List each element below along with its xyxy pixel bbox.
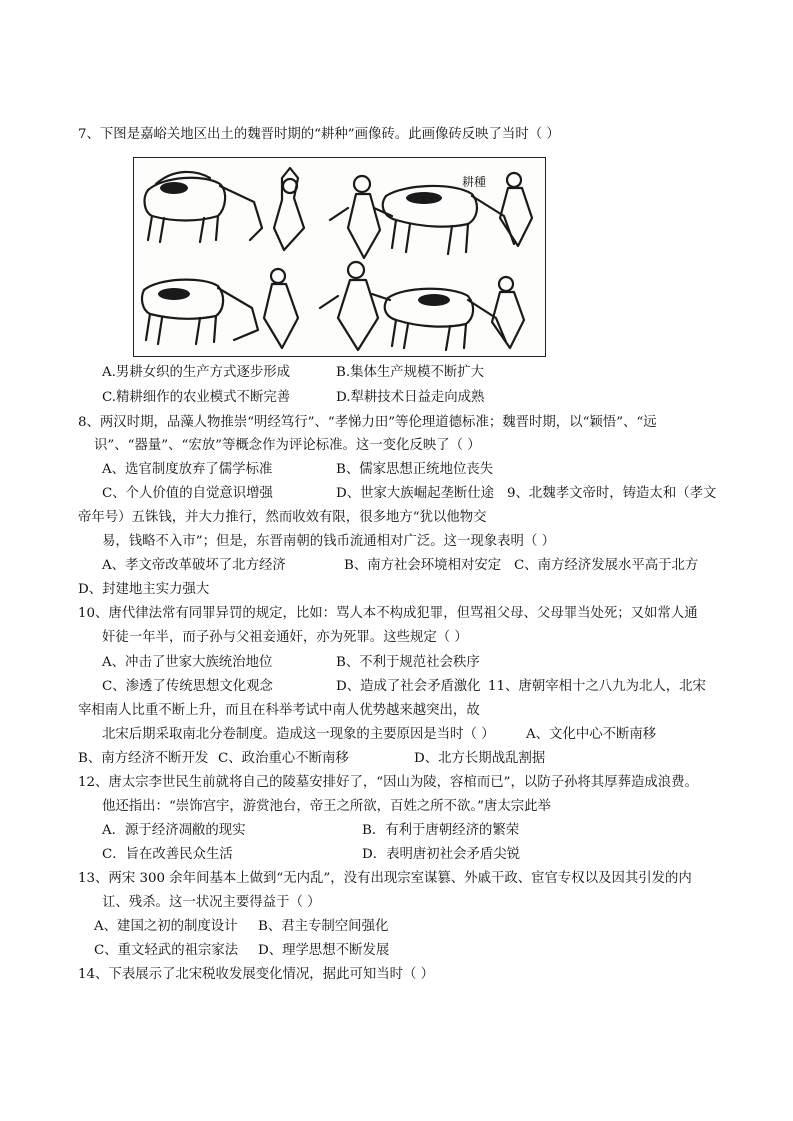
q11-stem-line1: 11、唐朝宰相十之八九为北人，北宋: [488, 679, 706, 694]
q13-option-b[interactable]: B、君主专制空间强化: [258, 919, 389, 934]
q11-option-d[interactable]: D、北方长期战乱割据: [414, 751, 546, 766]
q10-option-a[interactable]: A、冲击了世家大族统治地位: [102, 655, 273, 670]
q11-stem-line3: 北宋后期采取南北分卷制度。造成这一现象的主要原因是当时（ ）: [102, 727, 495, 742]
q10-stem-line1: 10、唐代律法常有同罪异罚的规定，比如：骂人本不构成犯罪，但骂祖父母、父母罪当处死；又如常人通: [78, 606, 698, 621]
q9-stem-line2: 帝年号）五铢钱，并大力推行，然而收效有限，很多地方“犹以他物交: [78, 510, 487, 525]
q11-option-a[interactable]: A、文化中心不断南移: [526, 727, 657, 742]
q12-option-b[interactable]: B．有利于唐朝经济的繁荣: [362, 823, 520, 838]
q9-option-a[interactable]: A、孝文帝改革破坏了北方经济: [102, 558, 286, 573]
q12-option-c[interactable]: C．旨在改善民众生活: [102, 847, 233, 862]
q9-stem-line3: 易，钱略不入市”；但是，东晋南朝的钱币流通相对广泛。这一现象表明（ ）: [102, 534, 555, 549]
q12-stem-line2: 他还指出：“崇饰宫宇，游赏池台，帝王之所欲，百姓之所不欲。”唐太宗此举: [102, 799, 551, 814]
q9-option-c[interactable]: C、南方经济发展水平高于北方: [514, 558, 699, 573]
farming-scene-illustration: [134, 158, 544, 355]
q13-option-a[interactable]: A、建国之初的制度设计: [94, 919, 238, 934]
q9-option-d[interactable]: D、封建地主实力强大: [78, 582, 210, 597]
q12-stem-line1: 12、唐太宗李世民生前就将自己的陵墓安排好了，“因山为陵，容棺而已”，以防子孙将其厚葬造成浪费。: [78, 775, 698, 790]
q7-option-c[interactable]: C.精耕细作的农业模式不断完善: [102, 390, 291, 405]
q11-stem-line2: 宰相南人比重不断上升，而且在科举考试中南人优势越来越突出，故: [78, 703, 480, 718]
q8-option-b[interactable]: B、儒家思想正统地位丧失: [336, 462, 494, 477]
q8-option-c[interactable]: C、个人价值的自觉意识增强: [102, 486, 273, 501]
q10-option-c[interactable]: C、渗透了传统思想文化观念: [102, 679, 273, 694]
q8-stem-line1: 8、两汉时期，品藻人物推崇“明经笃行”、“孝悌力田”等伦理道德标准；魏晋时期，以“颖悟”、“远: [78, 415, 657, 430]
q13-stem-line2: 讧、残杀。这一状况主要得益于（ ）: [102, 895, 321, 910]
q8-option-d[interactable]: D、世家大族崛起垄断仕途: [336, 486, 495, 501]
q11-option-c[interactable]: C、政治重心不断南移: [218, 751, 349, 766]
q9-stem-line1: 9、北魏孝文帝时，铸造太和（孝文: [507, 486, 717, 501]
brick-caption-glyph: 耕種: [462, 175, 487, 189]
q7-option-a[interactable]: A.男耕女织的生产方式逐步形成: [102, 365, 291, 380]
q7-stem: 7、下图是嘉峪关地区出土的魏晋时期的“耕种”画像砖。此画像砖反映了当时（ ）: [78, 127, 560, 142]
q10-stem-line2: 奸徒一年半，而子孙与父祖妾通奸，亦为死罪。这些规定（ ）: [102, 630, 468, 645]
q9-option-b[interactable]: B、南方社会环境相对安定: [344, 558, 502, 573]
q14-stem: 14、下表展示了北宋税收发展变化情况，据此可知当时（ ）: [78, 967, 435, 982]
q13-stem-line1: 13、两宋 300 余年间基本上做到“无内乱”，没有出现宗室谋篡、外戚干政、宦官专权以及因其引发的内: [78, 871, 692, 886]
q10-option-d[interactable]: D、造成了社会矛盾激化: [336, 679, 481, 694]
q7-option-d[interactable]: D.犁耕技术日益走向成熟: [336, 390, 485, 405]
q11-option-b[interactable]: B、南方经济不断开发: [78, 751, 209, 766]
q12-option-a[interactable]: A．源于经济凋敝的现实: [102, 823, 246, 838]
q13-option-c[interactable]: C、重文轻武的祖宗家法: [94, 943, 239, 958]
q13-option-d[interactable]: D、理学思想不断发展: [258, 943, 390, 958]
q12-option-d[interactable]: D．表明唐初社会矛盾尖锐: [362, 847, 521, 862]
q7-option-b[interactable]: B.集体生产规模不断扩大: [336, 365, 485, 380]
q10-option-b[interactable]: B、不利于规范社会秩序: [336, 655, 480, 670]
farming-brick-painting-image: [133, 157, 546, 357]
q8-option-a[interactable]: A、选官制度放弃了儒学标准: [102, 462, 273, 477]
q8-stem-line2: 识”、“器量”、“宏放”等概念作为评论标准。这一变化反映了（ ）: [94, 438, 481, 453]
